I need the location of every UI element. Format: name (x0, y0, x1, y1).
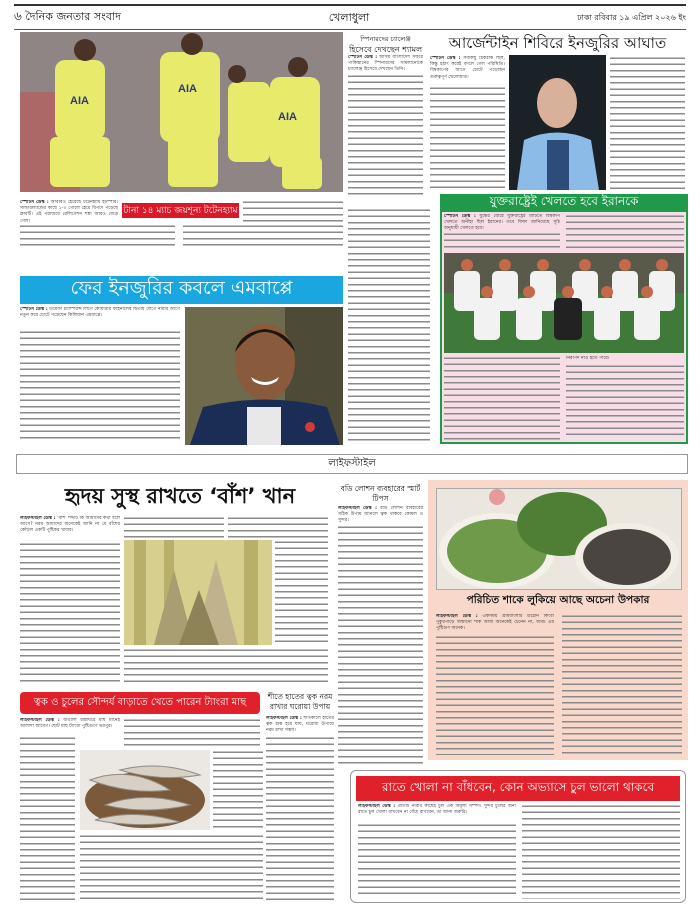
body-lotion-headline: বডি লোশন ব্যবহারের স্মার্ট টিপস (340, 484, 421, 503)
hair-night-headline-box (356, 776, 680, 801)
iran-body-lines-a (444, 232, 560, 250)
tottenham-headline: টানা ১৪ ম্যাচ জয়শূন্য টটেনহ্যাম (123, 206, 238, 216)
mbappe-photo (185, 307, 343, 445)
mbappe-body-lines (20, 330, 180, 442)
tangra-lead: বাঙালি রান্নাঘরে মাছ মানেই আলাদা আবেগ। ছোট মাছ ট্যাংরা পুষ্টিগুণে ভরপুর। (20, 718, 120, 730)
bamboo-shoots-photo (124, 540, 272, 645)
iran-body-lines-c (444, 356, 560, 440)
tangra-body (20, 718, 120, 736)
mbappe-byline: স্পোর্টস ডেস্ক : (20, 307, 48, 312)
bamboo-body (20, 516, 120, 542)
shyamol-lead: আসন্ন বাংলাদেশ সফরে পাকিস্তানের স্পিনারদের সামলানোকে চ্যালেঞ্জ হিসেবে দেখছেন তিনি। (348, 55, 423, 73)
svg-text:AIA: AIA (178, 83, 197, 95)
hair-night-byline: লাইফস্টাইল ডেস্ক : (358, 804, 396, 809)
iran-lead: যুদ্ধের জেরে যুক্তরাষ্ট্রের মাটিতে বিশ্বকাপ খেলতে অনীহা ছিল ইরানের। তবে ফিফা জানিয়েছে সূচি অনুযায়ী খেলতে হবে। (444, 214, 560, 232)
mbappe-lead: উয়েফা চ্যাম্পিয়ন্স লিগে কোয়ার্টার ফাইনালের দ্বিতীয় লেগে নামার আগে নতুন করে চোটে পড়েছেন কিলিয়ান এমবাপ্পে। (20, 307, 180, 319)
tangra-body-lines-c (213, 750, 263, 830)
argentina-lead: সবকিছু ঠিকঠাক ছিল, কিন্তু হঠাৎ করেই বদলে গেল পরিস্থিতি। বিশ্বকাপের আগে চোটে পড়েছেন গুরুত্বপূর্ণ খেলোয়াড়। (430, 56, 505, 80)
greens-body-lines-a (436, 635, 554, 755)
hair-night-headline: রাতে খোলা না বাঁধবেন, কোন অভ্যাসে চুল ভালো থাকবে (381, 779, 655, 794)
hair-night-body (358, 804, 516, 822)
tottenham-lead: আবারও হেরেছে টটেনহ্যাম হটস্পার। সান্ডারল্যান্ডের কাছে ১-০ গোলে হেরে বিপদে পড়েছে ক্লাবটি। এই পরাজয়ে রেলিগেশন শঙ্কা আরও বেড়ে গেল। (20, 200, 118, 224)
masthead-rule-top (14, 4, 686, 6)
iran-byline: স্পোর্টস ডেস্ক : (444, 214, 476, 219)
iran-quote: নিরাপদ নাও হতে পারে। (566, 356, 610, 361)
argentina-body-lines-2 (610, 56, 685, 192)
leafy-greens-photo (436, 488, 682, 590)
greens-byline: লাইফস্টাইল ডেস্ক : (436, 614, 478, 619)
lifestyle-banner (16, 454, 688, 474)
iran-body-lines-d (566, 364, 684, 440)
bamboo-lead: ‘বাঁশ’ শব্দটি কি আমাদের কথা বলে আসে? নরম আমাদের অনেকেই জানি না যে বাঁশের কোঁড়ল একটি পুষ্টিকর খাবার। (20, 516, 120, 534)
shyamol-byline: স্পোর্টস ডেস্ক : (348, 55, 378, 60)
players-illustration (20, 32, 343, 192)
hair-night-body-lines-a (358, 823, 516, 899)
svg-text:AIA: AIA (278, 111, 297, 123)
goalkeeper-illustration (509, 55, 606, 190)
shyamol-body-lines-2 (348, 208, 430, 443)
winter-hands-body (266, 716, 334, 734)
dateline: ঢাকা রবিবার ১৯ এপ্রিল ২০২৬ ইং (577, 12, 686, 22)
mbappe-body (20, 307, 180, 329)
iran-team-illustration (444, 253, 684, 353)
mbappe-headline-box (20, 276, 343, 304)
iran-headline-box (440, 194, 688, 212)
tottenham-body-lines-b (243, 200, 343, 224)
winter-hands-lead: শীতকালে হাতের ত্বক শুষ্ক হয়ে যায়, ঘরোয়া উপায়ে নরম রাখা সম্ভব। (266, 716, 334, 734)
body-lotion-byline: লাইফস্টাইল ডেস্ক : (338, 506, 377, 511)
iran-body-lines-b (566, 214, 684, 250)
argentina-body (430, 56, 505, 86)
bamboo-body-lines-b (124, 516, 224, 538)
body-lotion-lead: বডি লোশন ব্যবহারের সঠিক উপায় জানলে ত্বক থাকবে কোমল ও সুন্দর। (338, 506, 423, 524)
winter-hands-body-lines (266, 736, 334, 902)
iran-team-photo (444, 253, 684, 353)
bamboo-body-lines-d (275, 540, 328, 645)
iran-headline: যুক্তরাষ্ট্রেই খেলতে হবে ইরানকে (489, 194, 639, 208)
bamboo-headline: হৃদয় সুস্থ রাখতে ‘বাঁশ’ খান (64, 483, 296, 508)
masthead-left (14, 8, 121, 28)
tangra-headline-box (20, 692, 260, 714)
fish-illustration (80, 750, 210, 830)
masthead-rule-bottom (14, 29, 686, 30)
greens-body (436, 614, 554, 634)
bamboo-illustration (124, 540, 272, 645)
argentina-headline: আর্জেন্টাইন শিবিরে ইনজুরির আঘাত (448, 33, 667, 52)
shyamol-body-lines (348, 74, 423, 199)
iran-body (444, 214, 560, 232)
tangra-body-lines-d (80, 834, 263, 902)
bamboo-body-lines-a (20, 542, 120, 682)
hair-night-lead: প্রতিটি নারীর কাছেই চুল এক অমূল্য সম্পদ। সুন্দর চুলের জন্য রাতে চুল খোলা রাখবেন না বেঁধে রাখবেন, তা জানা জরুরি। (358, 804, 516, 816)
body-lotion-body-lines-2 (338, 768, 343, 902)
argentina-byline: স্পোর্টস ডেস্ক : (430, 56, 461, 61)
greens-lead: একসময় গ্রামবাংলার উঠোন কিংবা পুকুরপাড়ে জন্মানো শাক আজ অনেকেই চেনেন না, অথচ এর পুষ্টিগুণ অনেক। (436, 614, 554, 632)
greens-body-lines-b (562, 614, 682, 755)
greens-headline: পরিচিত শাকে লুকিয়ে আছে অচেনা উপকার (466, 593, 650, 606)
body-lotion-body (338, 506, 423, 524)
bamboo-body-lines-e (124, 648, 328, 684)
hair-night-body-lines-b (522, 804, 680, 899)
page-number: ৬ (14, 9, 22, 23)
bamboo-byline: লাইফস্টাইল ডেস্ক : (20, 516, 56, 521)
section-title: খেলাধুলা (328, 10, 370, 24)
tangra-headline: ত্বক ও চুলের সৌন্দর্য বাড়াতে খেতে পারেন ট্যাংরা মাছ (33, 696, 247, 708)
tottenham-players-photo (20, 32, 343, 192)
tangra-fish-photo (80, 750, 210, 830)
bamboo-body-lines-c (228, 516, 328, 538)
lifestyle-banner-title: লাইফস্টাইল (328, 457, 376, 469)
tottenham-byline: স্পোর্টস ডেস্ক : (20, 200, 49, 205)
tangra-byline: লাইফস্টাইল ডেস্ক : (20, 718, 60, 723)
paper-name: দৈনিক জনতার সংবাদ (25, 10, 121, 23)
shyamol-kicker: স্পিনারদের চ্যালেঞ্জ (360, 35, 411, 43)
mbappe-headline: ফের ইনজুরির কবলে এমবাপ্পে (70, 277, 293, 299)
masthead (14, 8, 686, 28)
greens-illustration (437, 489, 681, 589)
tangra-body-lines-a (20, 736, 75, 901)
argentina-goalkeeper-photo (509, 55, 606, 190)
shyamol-body (348, 55, 423, 73)
tangra-body-lines-b (124, 718, 260, 748)
tottenham-body-lines-a (20, 224, 175, 250)
winter-hands-headline: শীতে হাতের ত্বক নরম রাখার ঘরোয়া উপায় (267, 692, 333, 711)
tottenham-headline-box (122, 203, 239, 218)
body-lotion-body-lines (338, 525, 423, 765)
winter-hands-byline: লাইফস্টাইল ডেস্ক : (266, 716, 302, 721)
argentina-body-lines (430, 86, 505, 191)
svg-text:AIA: AIA (70, 95, 89, 107)
mbappe-illustration (185, 307, 343, 445)
tottenham-body-lines-c (183, 224, 343, 250)
shyamol-headline: হিসেবে দেখছেন শ্যামল (348, 45, 423, 54)
